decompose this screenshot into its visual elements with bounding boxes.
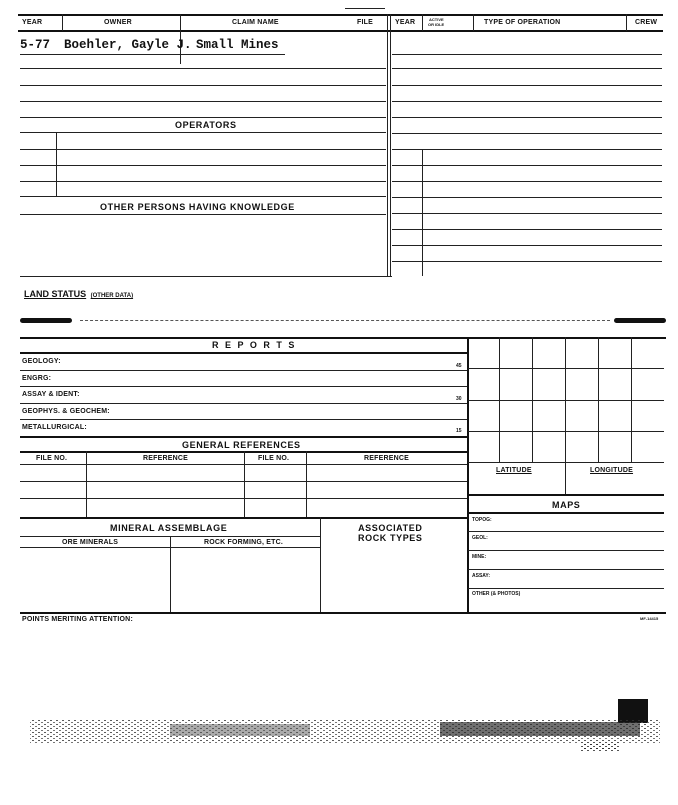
col-owner-header: OWNER [104,19,132,26]
divider [473,14,474,31]
row-line [392,213,662,214]
row-line [392,54,662,55]
divider [422,149,423,276]
row-line [392,117,662,118]
entry-owner: Boehler, Gayle J. [64,38,192,52]
row-line [20,403,468,404]
grid-border [467,337,469,612]
ref-reference-1: REFERENCE [143,455,188,462]
land-status-label: LAND STATUS [24,289,87,299]
mineral-assemblage-heading: MINERAL ASSEMBLAGE [110,523,228,533]
land-status-heading [24,284,133,302]
rule [20,517,468,519]
header-top-rule [18,14,663,16]
row-line [20,386,468,387]
divider [626,14,627,31]
grid-line [468,431,664,432]
ore-minerals-header: ORE MINERALS [62,539,119,546]
ref-reference-2: REFERENCE [364,455,409,462]
reports-heading: R E P O R T S [212,340,297,350]
row-line [392,133,662,134]
divider [565,462,566,494]
row-line [392,85,662,86]
row-line [392,165,662,166]
rule [20,436,468,438]
row-line [468,588,664,589]
row-line [468,531,664,532]
bottom-rule [20,612,666,614]
divider [306,451,307,517]
grid-line [468,400,664,401]
land-status-sublabel: (OTHER DATA) [90,293,134,299]
col-type-header: TYPE OF OPERATION [484,19,561,26]
map-assay: ASSAY: [472,573,491,579]
col-year-header: YEAR [22,19,43,26]
divider [170,536,171,612]
report-metallurgical: METALLURGICAL: [22,424,87,431]
scan-noise [20,712,670,772]
map-other: OTHER (& PHOTOS) [472,591,521,597]
row-line [20,419,468,420]
divider [244,451,245,517]
latitude-label: LATITUDE [496,467,532,474]
row-line [20,276,392,277]
row-line [392,229,662,230]
divider [62,14,63,31]
row-line [20,149,386,150]
row-line [392,261,662,262]
associated-rock-types-heading [358,523,423,543]
header-bottom-rule [18,30,663,32]
row-line [468,569,664,570]
report-geophys: GEOPHYS. & GEOCHEM: [22,408,110,415]
row-line [392,245,662,246]
other-persons-heading: OTHER PERSONS HAVING KNOWLEDGE [100,202,295,212]
entry-underline [20,54,285,55]
points-meriting-attention: POINTS MERITING ATTENTION: [22,616,133,623]
center-divider [387,14,388,276]
maps-heading: MAPS [552,500,581,510]
ref-file-no-1: FILE NO. [36,455,68,462]
map-mine: MINE: [472,554,487,560]
rule [468,512,664,514]
row-line [392,197,662,198]
report-geology: GEOLOGY: [22,358,61,365]
col-year2-header: YEAR [395,19,416,26]
grid-line [468,462,664,463]
reports-top-rule [20,337,666,339]
divider [56,132,57,196]
report-engrg: ENGRG: [22,375,52,382]
col-file-header: FILE [357,19,373,26]
col-crew-header: CREW [635,19,658,26]
scan-mark [345,8,385,9]
row-line [392,101,662,102]
scan-smudge [20,318,72,323]
scan-smudge [614,318,666,323]
row-line [20,68,386,69]
row-line [392,181,662,182]
row-line [392,68,662,69]
map-geol: GEOL: [472,535,488,541]
col-idle-header: OR IDLE [428,22,445,27]
scale-30: 30 [456,396,462,402]
center-divider [390,14,391,276]
map-topog: TOPOG: [472,517,492,523]
ref-file-no-2: FILE NO. [258,455,290,462]
scale-15: 15 [456,428,462,434]
scan-dashes [80,320,610,321]
divider [422,14,423,31]
longitude-label: LONGITUDE [590,467,634,474]
row-line [20,181,386,182]
grid-line [468,368,664,369]
rule [468,494,664,496]
col-claim-name-header: CLAIM NAME [232,19,279,26]
row-line [20,117,386,118]
associated-line: ASSOCIATED [358,523,423,533]
row-line [20,132,386,133]
row-line [20,370,468,371]
rule [20,352,468,354]
row-line [20,196,386,197]
row-line [20,165,386,166]
entry-claim-name: Small Mines [196,38,279,52]
scale-45: 45 [456,363,462,369]
row-line [20,101,386,102]
row-line [20,85,386,86]
row-line [468,550,664,551]
row-line [20,214,386,215]
form-number: MF-14415 [640,616,659,621]
rock-types-line: ROCK TYPES [358,533,423,543]
report-assay: ASSAY & IDENT: [22,391,80,398]
row-line [392,149,662,150]
general-references-heading: GENERAL REFERENCES [182,440,301,450]
entry-year: 5-77 [20,38,51,52]
divider [320,517,321,612]
col-active-header: ACTIVE [429,17,444,22]
operators-heading: OPERATORS [175,120,237,130]
rock-forming-header: ROCK FORMING, ETC. [204,539,284,546]
divider [86,451,87,517]
